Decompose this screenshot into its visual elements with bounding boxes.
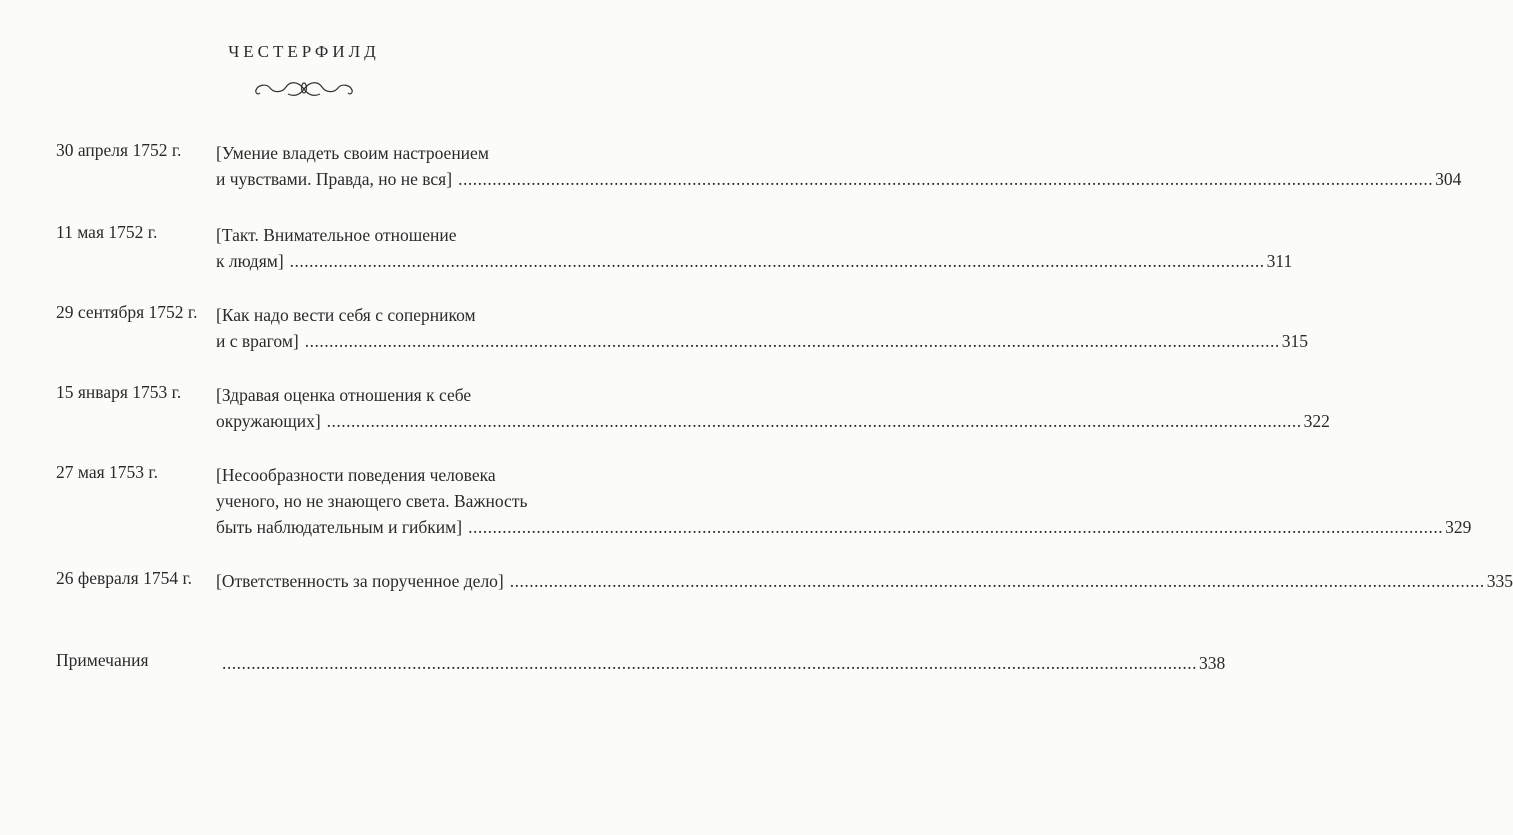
toc-leader-dots: ........................................................................................................................................................................................................ <box>326 411 1302 431</box>
toc-leader-dots: ........................................................................................................................................................................................................ <box>222 653 1197 673</box>
toc-leader-dots: ........................................................................................................................................................................................................ <box>509 571 1485 591</box>
toc-entry-title-text: [Как надо вести себя с соперником <box>216 305 476 325</box>
toc-entry-title-text: окружающих] <box>216 411 321 431</box>
toc-entry-date: 27 мая 1753 г. <box>56 462 158 482</box>
toc-entry-date: 11 мая 1752 г. <box>56 222 158 242</box>
toc-entry-title-text: [Несообразности поведения человека <box>216 465 496 485</box>
toc-entry-title <box>216 382 1330 434</box>
toc-entry-title-line <box>216 382 570 408</box>
page-title: ЧЕСТЕРФИЛД <box>228 42 380 61</box>
toc-entry-title <box>216 302 1308 354</box>
toc-entry-page-number: 329 <box>1445 517 1472 537</box>
toc-entry-date: Примечания <box>56 650 149 670</box>
toc-entry-title <box>216 140 1462 192</box>
toc-entry-title-line <box>216 514 1472 540</box>
toc-leader-dots: ........................................................................................................................................................................................................ <box>289 251 1265 271</box>
toc-entry-title-line <box>216 302 570 328</box>
toc-entry-page-number: 304 <box>1435 169 1462 189</box>
toc-entry-date: 26 февраля 1754 г. <box>56 568 193 588</box>
toc-entry-page-number: 335 <box>1486 571 1513 591</box>
toc-entry-title-line <box>216 408 1330 434</box>
toc-entry-title <box>216 650 1226 676</box>
toc-entry-title-line <box>216 488 570 514</box>
scroll-ornament-icon <box>248 76 360 102</box>
toc-entry-title <box>216 462 1472 540</box>
toc-entry-title-text: [Ответственность за порученное дело] <box>216 571 504 591</box>
toc-entry-title-line <box>216 140 570 166</box>
toc-entry-date: 29 сентября 1752 г. <box>56 302 198 322</box>
toc-entry-page-number: 338 <box>1199 653 1226 673</box>
toc-entry-title-text: ученого, но не знающего света. Важность <box>216 491 528 511</box>
toc-entry-title-text: [Такт. Внимательное отношение <box>216 225 457 245</box>
toc-entry-title <box>216 222 1293 274</box>
toc-entry-title-text: к людям] <box>216 251 284 271</box>
toc-entry-title-text: [Умение владеть своим настроением <box>216 143 489 163</box>
toc-entry-title <box>216 568 1513 594</box>
toc-entry-title-line <box>216 650 1226 676</box>
toc-entry-title-line <box>216 222 570 248</box>
toc-entry-title-line <box>216 328 1308 354</box>
toc-entry-page-number: 322 <box>1303 411 1330 431</box>
toc-leader-dots: ........................................................................................................................................................................................................ <box>468 517 1444 537</box>
toc-entry-page-number: 311 <box>1266 251 1293 271</box>
toc-entry-date: 15 января 1753 г. <box>56 382 182 402</box>
toc-entry-title-line <box>216 568 1513 594</box>
toc-entry-title-text: и чувствами. Правда, но не вся] <box>216 169 453 189</box>
toc-entry-title-text: [Здравая оценка отношения к себе <box>216 385 472 405</box>
toc-entry-title-text: быть наблюдательным и гибким] <box>216 517 463 537</box>
toc-leader-dots: ........................................................................................................................................................................................................ <box>458 169 1434 189</box>
toc-entry-title-line <box>216 248 1293 274</box>
toc-entry-title-text: и с врагом] <box>216 331 299 351</box>
toc-entry-date: 30 апреля 1752 г. <box>56 140 182 160</box>
toc-entry-page-number: 315 <box>1281 331 1308 351</box>
toc-entry-title-line <box>216 166 1462 192</box>
toc-leader-dots: ........................................................................................................................................................................................................ <box>304 331 1280 351</box>
toc-entry-title-line <box>216 462 570 488</box>
